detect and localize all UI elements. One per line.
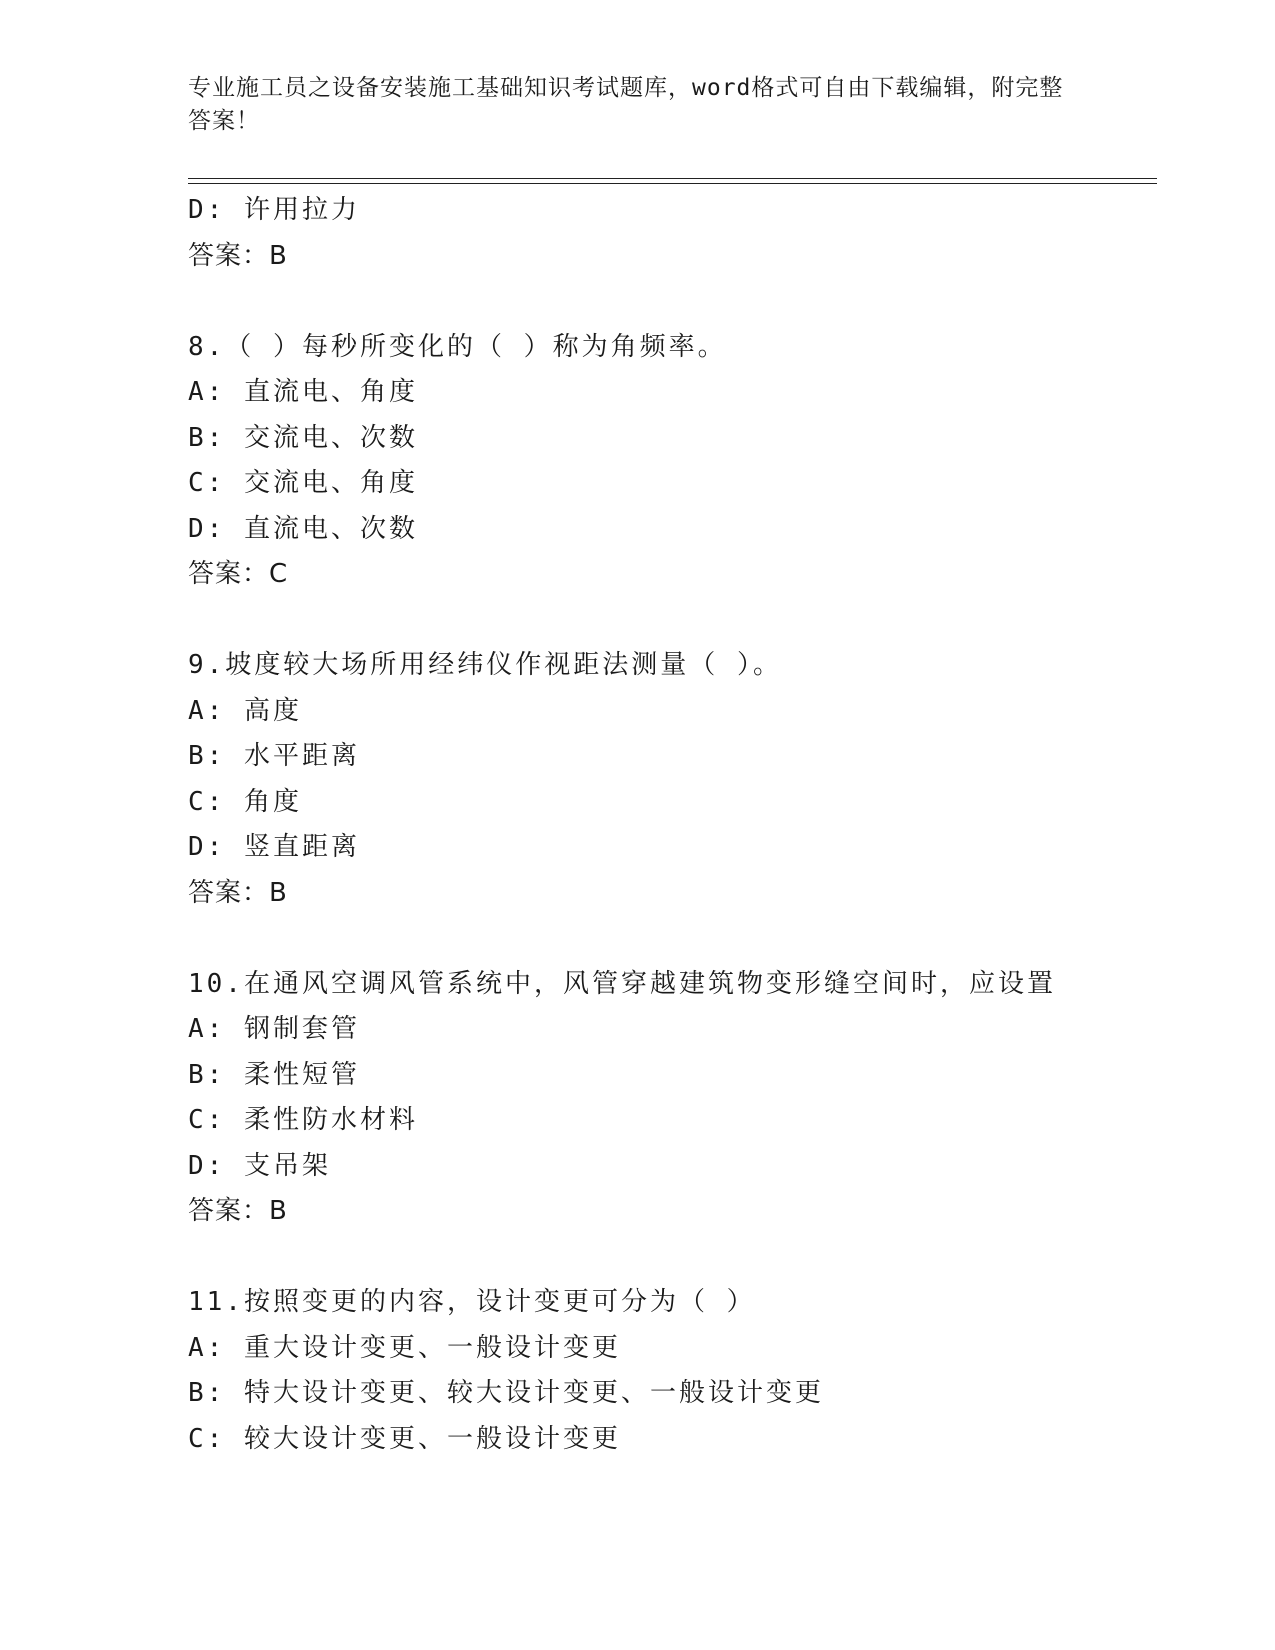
question-text: 11.按照变更的内容，设计变更可分为（ ） [188, 1287, 756, 1317]
option-text: A: 直流电、角度 [188, 377, 418, 407]
option-text: C: 较大设计变更、一般设计变更 [188, 1423, 621, 1454]
option-text: A: 钢制套管 [188, 1014, 360, 1044]
spacer [188, 598, 1148, 644]
question-text: 10.在通风空调风管系统中，风管穿越建筑物变形缝空间时，应设置 [188, 968, 1056, 999]
answer-text: 答案：B [188, 240, 288, 271]
option-text: D: 直流电、次数 [188, 513, 418, 544]
option-text: B: 柔性短管 [188, 1059, 360, 1090]
option-text: B: 水平距离 [188, 741, 360, 771]
option-text: B: 交流电、次数 [188, 422, 418, 453]
option-text: A: 高度 [188, 695, 302, 726]
option-text: D: 竖直距离 [188, 832, 360, 862]
spacer [188, 1235, 1148, 1281]
option-text: C: 柔性防水材料 [188, 1105, 418, 1135]
option-text: C: 角度 [188, 786, 302, 817]
option-text: B: 特大设计变更、较大设计变更、一般设计变更 [188, 1378, 824, 1408]
document-header: 专业施工员之设备安装施工基础知识考试题库，word格式可自由下载编辑，附完整答案！ [188, 75, 1064, 134]
option-text: D: 许用拉力 [188, 195, 360, 225]
answer-text: 答案：B [188, 877, 288, 908]
question-list [188, 188, 1148, 1462]
question-text: 8.（ ）每秒所变化的（ ）称为角频率。 [188, 331, 727, 362]
header-rule-top [188, 178, 1157, 179]
answer-text: 答案：B [188, 1196, 288, 1226]
spacer [188, 916, 1148, 962]
spacer [188, 279, 1148, 325]
header-rule-bottom [188, 183, 1157, 184]
option-text: A: 重大设计变更、一般设计变更 [188, 1332, 621, 1363]
option-text: D: 支吊架 [188, 1150, 331, 1181]
option-text: C: 交流电、角度 [188, 468, 418, 498]
answer-text: 答案：C [188, 559, 289, 589]
question-text: 9.坡度较大场所用经纬仪作视距法测量（ ）。 [188, 650, 782, 680]
